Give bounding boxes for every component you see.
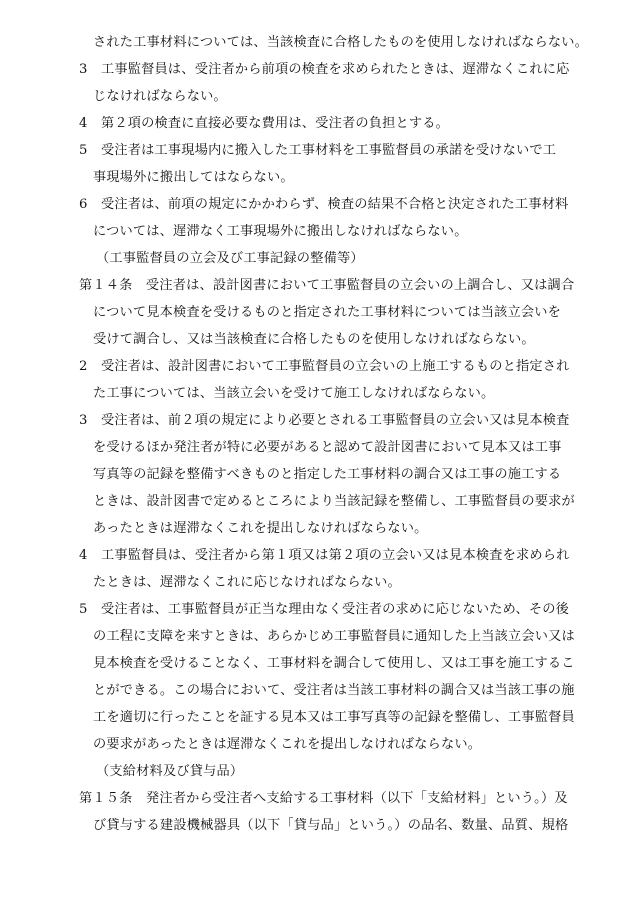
text-line: た工事については、当該立会いを受けて施工しなければならない。: [93, 386, 495, 401]
text-line: 工を適切に行ったことを証する見本又は工事写真等の記録を整備し、工事監督員: [93, 710, 575, 725]
text-line: の要求があったときは遅滞なくこれを提出しなければならない。: [93, 737, 482, 752]
text-line: された工事材料については、当該検査に合格したものを使用しなければならない。: [93, 35, 589, 50]
text-line: じなければならない。: [93, 89, 227, 104]
section-heading: （工事監督員の立会及び工事記録の整備等）: [96, 251, 364, 266]
text-line: ときは、設計図書で定めるところにより当該記録を整備し、工事監督員の要求が: [93, 494, 575, 509]
article-14: 第１４条 受注者は、設計図書において工事監督員の立会いの上調合し、又は調合: [79, 278, 575, 293]
clause-6: 6 受注者は、前項の規定にかかわらず、検査の結果不合格と決定された工事材料: [79, 197, 569, 212]
text-line: あったときは遅滞なくこれを提出しなければならない。: [93, 521, 428, 536]
text-line: の工程に支障を来すときは、あらかじめ工事監督員に通知した上当該立会い又は: [93, 629, 575, 644]
text-line: 写真等の記録を整備すべきものと指定した工事材料の調合又は工事の施工する: [93, 467, 562, 482]
clause-4: 4 工事監督員は、受注者から第１項又は第２項の立会い又は見本検査を求められ: [79, 548, 570, 563]
clause-4: 4 第２項の検査に直接必要な費用は、受注者の負担とする。: [79, 116, 450, 131]
clause-5: 5 受注者は、工事監督員が正当な理由なく受注者の求めに応じないため、その後: [79, 602, 570, 617]
text-line: について見本検査を受けるものと指定された工事材料については当該立会いを: [93, 305, 562, 320]
text-line: については、遅滞なく工事現場外に搬出しなければならない。: [93, 224, 468, 239]
clause-5: 5 受注者は工事現場内に搬入した工事材料を工事監督員の承諾を受けないで工: [79, 143, 557, 158]
clause-2: 2 受注者は、設計図書において工事監督員の立会いの上施工するものと指定され: [79, 359, 570, 374]
text-line: とができる。この場合において、受注者は当該工事材料の調合又は当該工事の施: [93, 683, 575, 698]
text-line: 受けて調合し、又は当該検査に合格したものを使用しなければならない。: [93, 332, 535, 347]
text-line: 見本検査を受けることなく、工事材料を調合して使用し、又は工事を施工するこ: [93, 656, 575, 671]
text-line: を受けるほか発注者が特に必要があると認めて設計図書において見本又は工事: [93, 440, 562, 455]
clause-3: 3 工事監督員は、受注者から前項の検査を求められたときは、遅滞なくこれに応: [79, 62, 570, 77]
article-15: 第１５条 発注者から受注者へ支給する工事材料（以下「支給材料」という。）及: [79, 791, 568, 806]
text-line: たときは、遅滞なくこれに応じなければならない。: [93, 575, 401, 590]
text-line: 事現場外に搬出してはならない。: [93, 170, 294, 185]
clause-3: 3 受注者は、前２項の規定により必要とされる工事監督員の立会い又は見本検査: [79, 413, 570, 428]
section-heading: （支給材料及び貸与品）: [96, 764, 244, 779]
text-line: び貸与する建設機械器具（以下「貸与品」という。）の品名、数量、品質、規格: [93, 818, 569, 833]
